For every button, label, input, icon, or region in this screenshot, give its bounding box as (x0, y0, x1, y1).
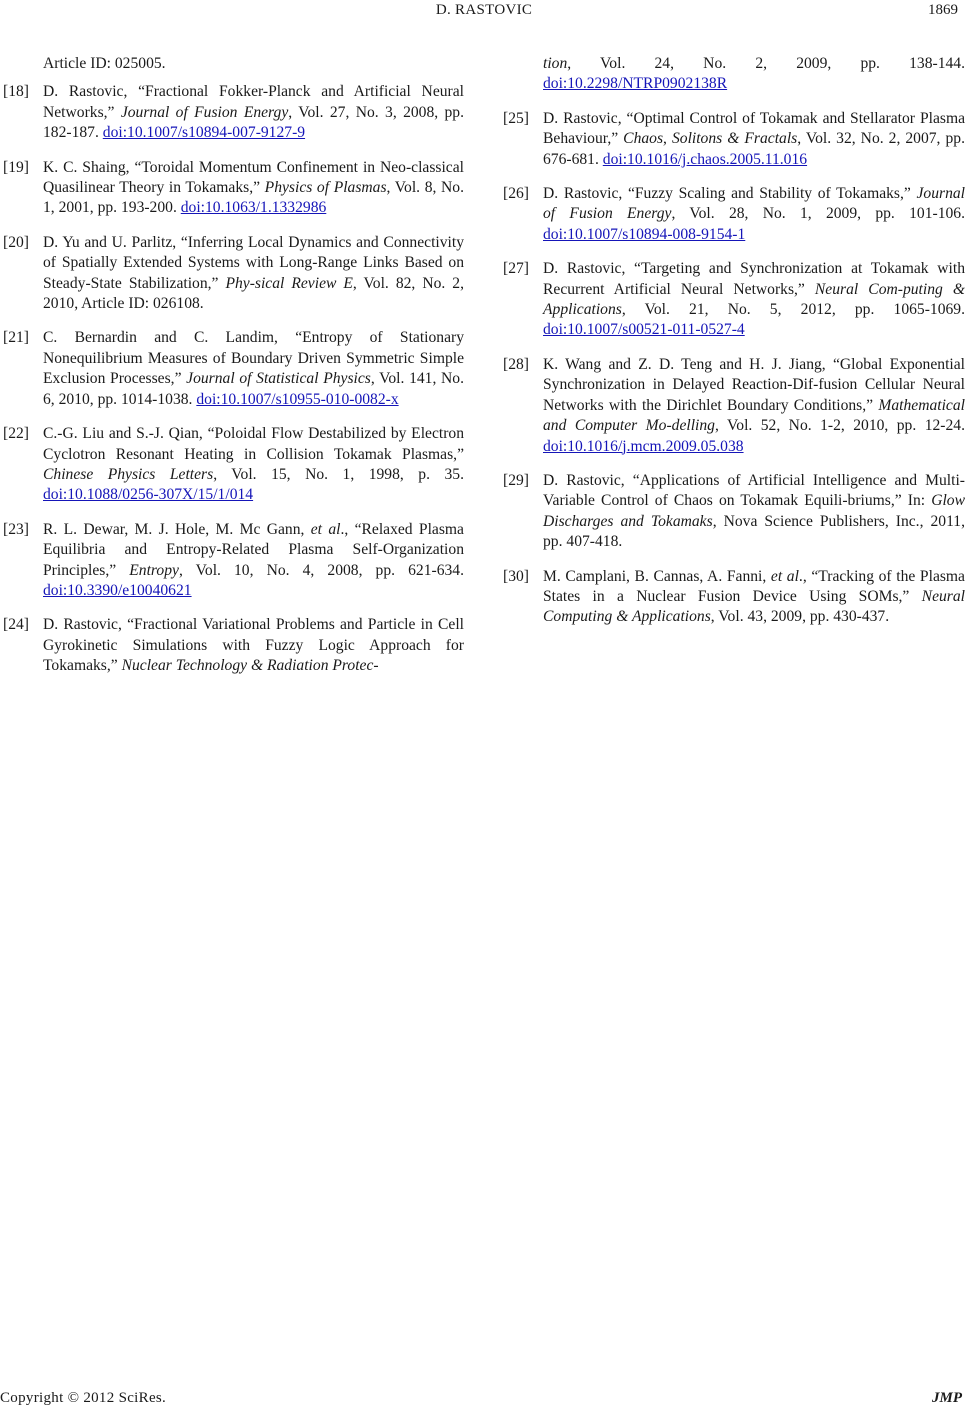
reference-text: D. Yu and U. Parlitz, “Inferring Local Dynamics and Connectivity of Spatially Extended Systems with Long-Range Links Based on Steady-State Stabilization,” (43, 233, 464, 292)
reference-entry (3, 233, 464, 315)
reference-body (543, 109, 965, 170)
italic-title: Entropy (129, 561, 179, 579)
italic-title: tion (543, 55, 568, 72)
doi-link[interactable]: doi:10.3390/e10040621 (43, 581, 192, 599)
italic-title: Journal of Fusion Energy (120, 103, 289, 121)
italic-title: Solitons & Fractals (671, 130, 798, 148)
reference-body (43, 328, 464, 410)
italic-title: Chaos (623, 130, 664, 148)
reference-number: [26] (503, 185, 529, 203)
reference-text: , Vol. 28, No. 1, 2009, pp. 101-106. (671, 205, 965, 223)
reference-text: ., “Relaxed Plasma Equilibria and Entropy-Related Plasma Self-Organization Principles,” (43, 520, 464, 579)
reference-number: [29] (503, 471, 529, 489)
reference-text: , Vol. 52, No. 1-2, 2010, pp. 12-24. (714, 417, 965, 435)
left-column (3, 54, 464, 691)
reference-text: , Vol. 15, No. 1, 1998, p. 35. (213, 465, 464, 483)
reference-body (43, 424, 464, 506)
reference-entry (503, 109, 965, 170)
reference-entry (503, 355, 965, 457)
reference-number: [24] (3, 616, 29, 634)
italic-title: Neural Computing & Applications (543, 587, 965, 626)
reference-body (543, 355, 965, 457)
reference-text: K. C. Shaing, “Toroidal Momentum Confinement in Neo-classical Quasilinear Theory in Tokamaks,” (43, 158, 464, 197)
doi-link[interactable]: doi:10.1016/j.chaos.2005.11.016 (602, 150, 808, 168)
page-header (0, 0, 968, 24)
reference-continuation: Article ID: 025005. (43, 55, 166, 72)
reference-number: [27] (503, 260, 529, 278)
reference-entry (3, 158, 464, 219)
reference-text: D. Rastovic, “Fractional Variational Problems and Particle in Cell Gyrokinetic Simulations with Fuzzy Logic Approach for Tokamaks,” (43, 616, 464, 675)
copyright-notice: Copyright © 2012 SciRes. (0, 1390, 167, 1406)
reference-number: [28] (503, 355, 529, 373)
reference-number: [22] (3, 425, 29, 443)
reference-number: [21] (3, 329, 29, 347)
reference-text: C. Bernardin and C. Landim, “Entropy of Stationary Nonequilibrium Measures of Boundary Driven Symmetric Simple Exclusion Processes,” (43, 329, 464, 388)
reference-entry (503, 259, 965, 341)
italic-title: Neural Com-puting & Applications (543, 280, 965, 319)
reference-body (43, 233, 464, 315)
reference-number: [19] (3, 158, 29, 176)
right-column (503, 54, 965, 642)
reference-text: R. L. Dewar, M. J. Hole, M. Mc Gann, (43, 520, 311, 538)
doi-link[interactable]: doi:10.1063/1.1332986 (180, 199, 327, 217)
reference-text: , Nova Science Publishers, Inc., 2011, pp. 407-418. (543, 512, 966, 551)
reference-entry (3, 82, 464, 143)
reference-entry (503, 471, 965, 553)
reference-text: , Vol. 82, No. 2, 2010, Article ID: 026108. (43, 274, 464, 313)
doi-link[interactable]: doi:10.1088/0256-307X/15/1/014 (43, 486, 254, 504)
reference-text: , Vol. 43, 2009, pp. 430-437. (710, 608, 890, 626)
reference-body (543, 184, 965, 245)
reference-entry (3, 328, 464, 410)
reference-text: , Vol. 24, No. 2, 2009, pp. 138-144. (567, 55, 965, 72)
italic-title: et al (310, 520, 341, 538)
reference-number: [25] (503, 109, 529, 127)
italic-title: Chinese Physics Letters (43, 465, 214, 483)
reference-text: M. Camplani, B. Cannas, A. Fanni, (543, 567, 771, 585)
italic-title: Phy-sical Review E (225, 274, 353, 292)
doi-link[interactable]: doi:10.1007/s10894-008-9154-1 (543, 225, 746, 243)
reference-text: , Vol. 141, No. 6, 2010, pp. 1014-1038. (43, 370, 464, 408)
italic-title: Journal of Fusion Energy (543, 185, 965, 223)
doi-link[interactable]: doi:10.2298/NTRP0902138R (543, 75, 728, 93)
reference-body (43, 82, 464, 143)
page-number: 1869 (928, 2, 958, 18)
reference-text: D. Rastovic, “Fuzzy Scaling and Stability of Tokamaks,” (543, 185, 917, 203)
italic-title: et al (770, 567, 799, 585)
reference-body (43, 615, 464, 676)
reference-entry (503, 567, 965, 628)
italic-title: Journal of Statistical Physics (186, 370, 371, 388)
reference-number: [18] (3, 83, 29, 101)
reference-text: , Vol. 32, No. 2, 2007, pp. 676-681. (543, 130, 965, 168)
reference-entry (3, 424, 464, 506)
reference-text: , (663, 130, 672, 148)
italic-title: Mathematical and Computer Mo-delling (543, 396, 965, 435)
italic-title: Glow Discharges and Tokamaks (543, 492, 965, 530)
reference-text: D. Rastovic, “Optimal Control of Tokamak and Stellarator Plasma Behaviour,” (543, 109, 965, 148)
reference-body (543, 567, 965, 628)
running-head-author: D. RASTOVIC (435, 2, 533, 18)
italic-title: Physics of Plasmas (264, 179, 387, 197)
reference-body (43, 158, 464, 219)
doi-link[interactable]: doi:10.1007/s00521-011-0527-4 (543, 321, 745, 339)
reference-text: , Vol. 21, No. 5, 2012, pp. 1065-1069. (621, 301, 965, 319)
reference-body (543, 471, 965, 553)
page-footer (0, 1388, 968, 1410)
doi-link[interactable]: doi:10.1007/s10894-007-9127-9 (102, 124, 306, 142)
reference-body (543, 259, 965, 341)
reference-number: [20] (3, 233, 29, 251)
reference-entry (503, 184, 965, 245)
reference-text: D. Rastovic, “Targeting and Synchronization at Tokamak with Recurrent Artificial Neural Networks,” (543, 260, 965, 298)
reference-body (43, 520, 464, 602)
reference-continuation (503, 54, 965, 95)
reference-entry (3, 615, 464, 676)
reference-number: [30] (503, 567, 529, 585)
journal-abbreviation: JMP (932, 1390, 962, 1406)
reference-text: , Vol. 10, No. 4, 2008, pp. 621-634. (178, 561, 465, 579)
italic-title: Nuclear Technology & Radiation Protec- (121, 657, 379, 675)
doi-link[interactable]: doi:10.1007/s10955-010-0082-x (196, 390, 399, 408)
reference-text: , Vol. 8, No. 1, 2001, pp. 193-200. (43, 179, 464, 217)
reference-text: ., “Tracking of the Plasma States in a Nuclear Fusion Device Using SOMs,” (543, 567, 965, 605)
reference-text: D. Rastovic, “Fractional Fokker-Planck and Artificial Neural Networks,” (43, 83, 464, 121)
reference-entry (3, 520, 464, 602)
reference-number: [23] (3, 520, 29, 538)
reference-text: C.-G. Liu and S.-J. Qian, “Poloidal Flow Destabilized by Electron Cyclotron Resonant Heating in Collision Tokamak Plasmas,” (43, 425, 464, 463)
doi-link[interactable]: doi:10.1016/j.mcm.2009.05.038 (543, 437, 744, 455)
reference-text: , Vol. 27, No. 3, 2008, pp. 182-187. (43, 103, 464, 142)
reference-text: K. Wang and Z. D. Teng and H. J. Jiang, “Global Exponential Synchronization in Delayed Reaction-Dif-fusion Cellular Neural Networks with the Dirichlet Boundary Conditions,” (543, 355, 965, 414)
reference-text: D. Rastovic, “Applications of Artificial Intelligence and Multi-Variable Control of Chaos on Tokamak Equili-briums,” In: (543, 471, 965, 510)
